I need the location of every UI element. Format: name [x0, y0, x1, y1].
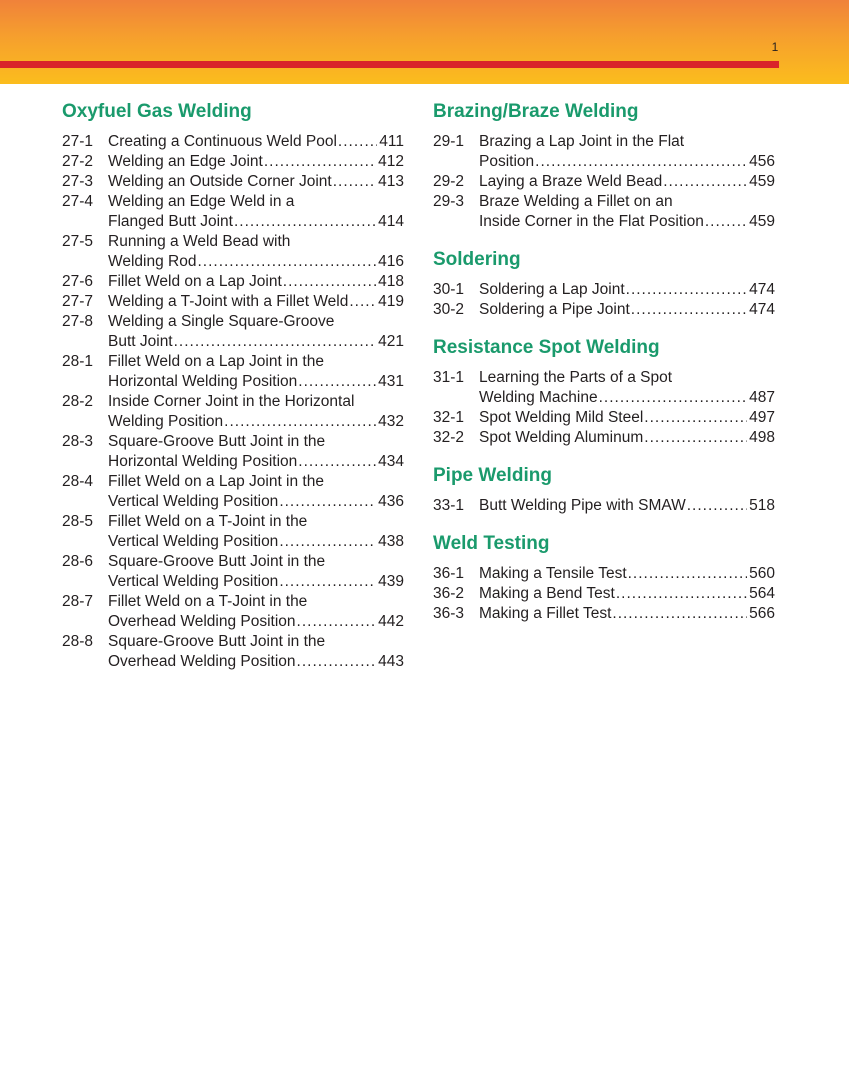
- entry-title: Welding Machine: [479, 389, 598, 406]
- entry-page: 498: [749, 429, 775, 446]
- entry-page: 411: [379, 133, 404, 150]
- entry-number: 32-2: [433, 429, 465, 446]
- dot-leader: [264, 152, 376, 172]
- dot-leader: [535, 152, 747, 172]
- entry-number: 28-7: [62, 593, 94, 610]
- entry-title: Welding a T-Joint with a Fillet Weld: [108, 293, 349, 310]
- entry-number: 27-1: [62, 133, 94, 150]
- toc-entry[interactable]: [62, 632, 404, 672]
- toc-entry[interactable]: [433, 496, 775, 516]
- dot-leader: [628, 564, 748, 584]
- entry-page: 438: [378, 533, 404, 550]
- entry-title: Spot Welding Aluminum: [479, 429, 644, 446]
- entry-title: Square-Groove Butt Joint in the: [108, 553, 326, 570]
- toc-entry[interactable]: [62, 232, 404, 272]
- dot-leader: [631, 300, 747, 320]
- entry-title: Laying a Braze Weld Bead: [479, 173, 663, 190]
- entry-page: 459: [749, 213, 775, 230]
- entry-page: 474: [749, 281, 775, 298]
- entry-number: 28-1: [62, 353, 94, 370]
- dot-leader: [297, 652, 377, 672]
- toc-entry[interactable]: [433, 280, 775, 300]
- entry-title: Fillet Weld on a Lap Joint: [108, 273, 282, 290]
- entry-title: Running a Weld Bead with: [108, 233, 291, 250]
- entry-title: Vertical Welding Position: [108, 533, 279, 550]
- entry-title: Welding an Edge Weld in a: [108, 193, 295, 210]
- entry-title: Horizontal Welding Position: [108, 373, 298, 390]
- toc-entry[interactable]: [433, 368, 775, 408]
- entry-page: 497: [749, 409, 775, 426]
- entry-number: 29-1: [433, 133, 465, 150]
- toc-section: [433, 464, 775, 516]
- dot-leader: [197, 252, 376, 272]
- entry-page: 436: [378, 493, 404, 510]
- dot-leader: [616, 584, 747, 604]
- dot-leader: [279, 572, 376, 592]
- entry-title: Braze Welding a Fillet on an: [479, 193, 673, 210]
- toc-entry[interactable]: [433, 428, 775, 448]
- entry-number: 27-7: [62, 293, 94, 310]
- entry-number: 27-5: [62, 233, 94, 250]
- entry-page: 421: [378, 333, 404, 350]
- entry-title: Inside Corner Joint in the Horizontal: [108, 393, 355, 410]
- entry-title: Fillet Weld on a T-Joint in the: [108, 513, 308, 530]
- entry-title: Vertical Welding Position: [108, 573, 279, 590]
- entry-number: 33-1: [433, 497, 465, 514]
- entry-page: 431: [378, 373, 404, 390]
- toc-entry[interactable]: [62, 352, 404, 392]
- dot-leader: [298, 372, 376, 392]
- toc-entry[interactable]: [433, 300, 775, 320]
- entry-title: Soldering a Lap Joint: [479, 281, 625, 298]
- entry-page: 566: [749, 605, 775, 622]
- entry-title: Making a Bend Test: [479, 585, 615, 602]
- entry-title: Welding a Single Square-Groove: [108, 313, 335, 330]
- dot-leader: [599, 388, 748, 408]
- entry-number: 29-2: [433, 173, 465, 190]
- toc-entry[interactable]: [62, 472, 404, 512]
- toc-entry[interactable]: [433, 604, 775, 624]
- entry-number: 31-1: [433, 369, 465, 386]
- section-title: Brazing/Braze Welding: [433, 101, 639, 122]
- entry-page: 419: [378, 293, 404, 310]
- dot-leader: [279, 492, 376, 512]
- entry-page: 434: [378, 453, 404, 470]
- toc-entry[interactable]: [62, 292, 404, 312]
- dot-leader: [644, 428, 747, 448]
- dot-leader: [687, 496, 747, 516]
- entry-title: Learning the Parts of a Spot: [479, 369, 673, 386]
- dot-leader: [338, 132, 377, 152]
- entry-title: Welding an Edge Joint: [108, 153, 263, 170]
- dot-leader: [298, 452, 376, 472]
- toc-entry[interactable]: [433, 192, 775, 232]
- entry-page: 442: [378, 613, 404, 630]
- entry-title: Soldering a Pipe Joint: [479, 301, 630, 318]
- entry-number: 28-6: [62, 553, 94, 570]
- entry-title: Position: [479, 153, 535, 170]
- dot-leader: [612, 604, 747, 624]
- entry-number: 27-6: [62, 273, 94, 290]
- entry-page: 418: [378, 273, 404, 290]
- entry-title: Horizontal Welding Position: [108, 453, 298, 470]
- dot-leader: [626, 280, 747, 300]
- entry-page: 474: [749, 301, 775, 318]
- toc-entry[interactable]: [62, 272, 404, 292]
- toc-entry[interactable]: [62, 172, 404, 192]
- entry-page: 432: [378, 413, 404, 430]
- toc-entry[interactable]: [433, 408, 775, 428]
- entry-title: Inside Corner in the Flat Position: [479, 213, 704, 230]
- entry-number: 27-4: [62, 193, 94, 210]
- dot-leader: [333, 172, 376, 192]
- entry-number: 36-1: [433, 565, 465, 582]
- entry-number: 28-5: [62, 513, 94, 530]
- entry-title: Square-Groove Butt Joint in the: [108, 633, 326, 650]
- section-title: Pipe Welding: [433, 465, 552, 486]
- dot-leader: [349, 292, 376, 312]
- section-title: Soldering: [433, 249, 521, 270]
- entry-title: Vertical Welding Position: [108, 493, 279, 510]
- entry-title: Square-Groove Butt Joint in the: [108, 433, 326, 450]
- dot-leader: [644, 408, 747, 428]
- toc-entry[interactable]: [62, 432, 404, 472]
- entry-title: Fillet Weld on a Lap Joint in the: [108, 353, 324, 370]
- entry-number: 28-2: [62, 393, 94, 410]
- entry-number: 30-2: [433, 301, 465, 318]
- toc-section: [433, 248, 775, 320]
- entry-number: 28-8: [62, 633, 94, 650]
- entry-page: 518: [749, 497, 775, 514]
- dot-leader: [224, 412, 376, 432]
- entry-title: Fillet Weld on a T-Joint in the: [108, 593, 308, 610]
- toc-entry[interactable]: [62, 552, 404, 592]
- page-number: 1: [771, 40, 779, 54]
- dot-leader: [663, 172, 747, 192]
- entry-number: 30-1: [433, 281, 465, 298]
- toc-entry[interactable]: [62, 392, 404, 432]
- entry-number: 28-3: [62, 433, 94, 450]
- entry-number: 36-2: [433, 585, 465, 602]
- entry-title: Creating a Continuous Weld Pool: [108, 133, 337, 150]
- section-title: Weld Testing: [433, 533, 550, 554]
- entry-number: 27-8: [62, 313, 94, 330]
- section-title: Oxyfuel Gas Welding: [62, 101, 252, 122]
- toc-entry[interactable]: [62, 312, 404, 352]
- toc-entry[interactable]: [62, 592, 404, 632]
- entry-number: 29-3: [433, 193, 465, 210]
- toc-entry[interactable]: [62, 192, 404, 232]
- toc-entry[interactable]: [433, 172, 775, 192]
- entry-title: Butt Joint: [108, 333, 173, 350]
- dot-leader: [705, 212, 747, 232]
- toc-section: [433, 100, 775, 232]
- entry-page: 439: [378, 573, 404, 590]
- entry-page: 564: [749, 585, 775, 602]
- entry-title: Overhead Welding Position: [108, 653, 296, 670]
- entry-title: Butt Welding Pipe with SMAW: [479, 497, 686, 514]
- dot-leader: [283, 272, 376, 292]
- entry-title: Fillet Weld on a Lap Joint in the: [108, 473, 324, 490]
- entry-page: 443: [378, 653, 404, 670]
- dot-leader: [174, 332, 377, 352]
- entry-page: 412: [378, 153, 404, 170]
- entry-title: Making a Fillet Test: [479, 605, 612, 622]
- entry-page: 560: [749, 565, 775, 582]
- entry-title: Welding Position: [108, 413, 224, 430]
- header-banner: [0, 0, 849, 84]
- entry-title: Overhead Welding Position: [108, 613, 296, 630]
- entry-title: Welding Rod: [108, 253, 197, 270]
- entry-page: 413: [378, 173, 404, 190]
- dot-leader: [234, 212, 376, 232]
- toc-entry[interactable]: [433, 584, 775, 604]
- entry-title: Spot Welding Mild Steel: [479, 409, 644, 426]
- toc-section: [433, 336, 775, 448]
- section-title: Resistance Spot Welding: [433, 337, 660, 358]
- entry-title: Flanged Butt Joint: [108, 213, 233, 230]
- toc-entry[interactable]: [62, 132, 404, 152]
- header-rule: [0, 61, 779, 68]
- toc-entry[interactable]: [62, 512, 404, 552]
- toc-entry[interactable]: [433, 564, 775, 584]
- toc-entry[interactable]: [62, 152, 404, 172]
- entry-number: 27-2: [62, 153, 94, 170]
- entry-page: 414: [378, 213, 404, 230]
- toc-section: [62, 100, 404, 672]
- toc-entry[interactable]: [433, 132, 775, 172]
- entry-number: 28-4: [62, 473, 94, 490]
- entry-number: 27-3: [62, 173, 94, 190]
- dot-leader: [297, 612, 377, 632]
- entry-page: 416: [378, 253, 404, 270]
- entry-page: 487: [749, 389, 775, 406]
- entry-title: Brazing a Lap Joint in the Flat: [479, 133, 685, 150]
- toc-section: [433, 532, 775, 624]
- dot-leader: [279, 532, 376, 552]
- right-column: [433, 100, 775, 640]
- entry-page: 456: [749, 153, 775, 170]
- entry-number: 36-3: [433, 605, 465, 622]
- entry-title: Welding an Outside Corner Joint: [108, 173, 332, 190]
- entry-number: 32-1: [433, 409, 465, 426]
- entry-page: 459: [749, 173, 775, 190]
- left-column: [62, 100, 404, 688]
- entry-title: Making a Tensile Test: [479, 565, 627, 582]
